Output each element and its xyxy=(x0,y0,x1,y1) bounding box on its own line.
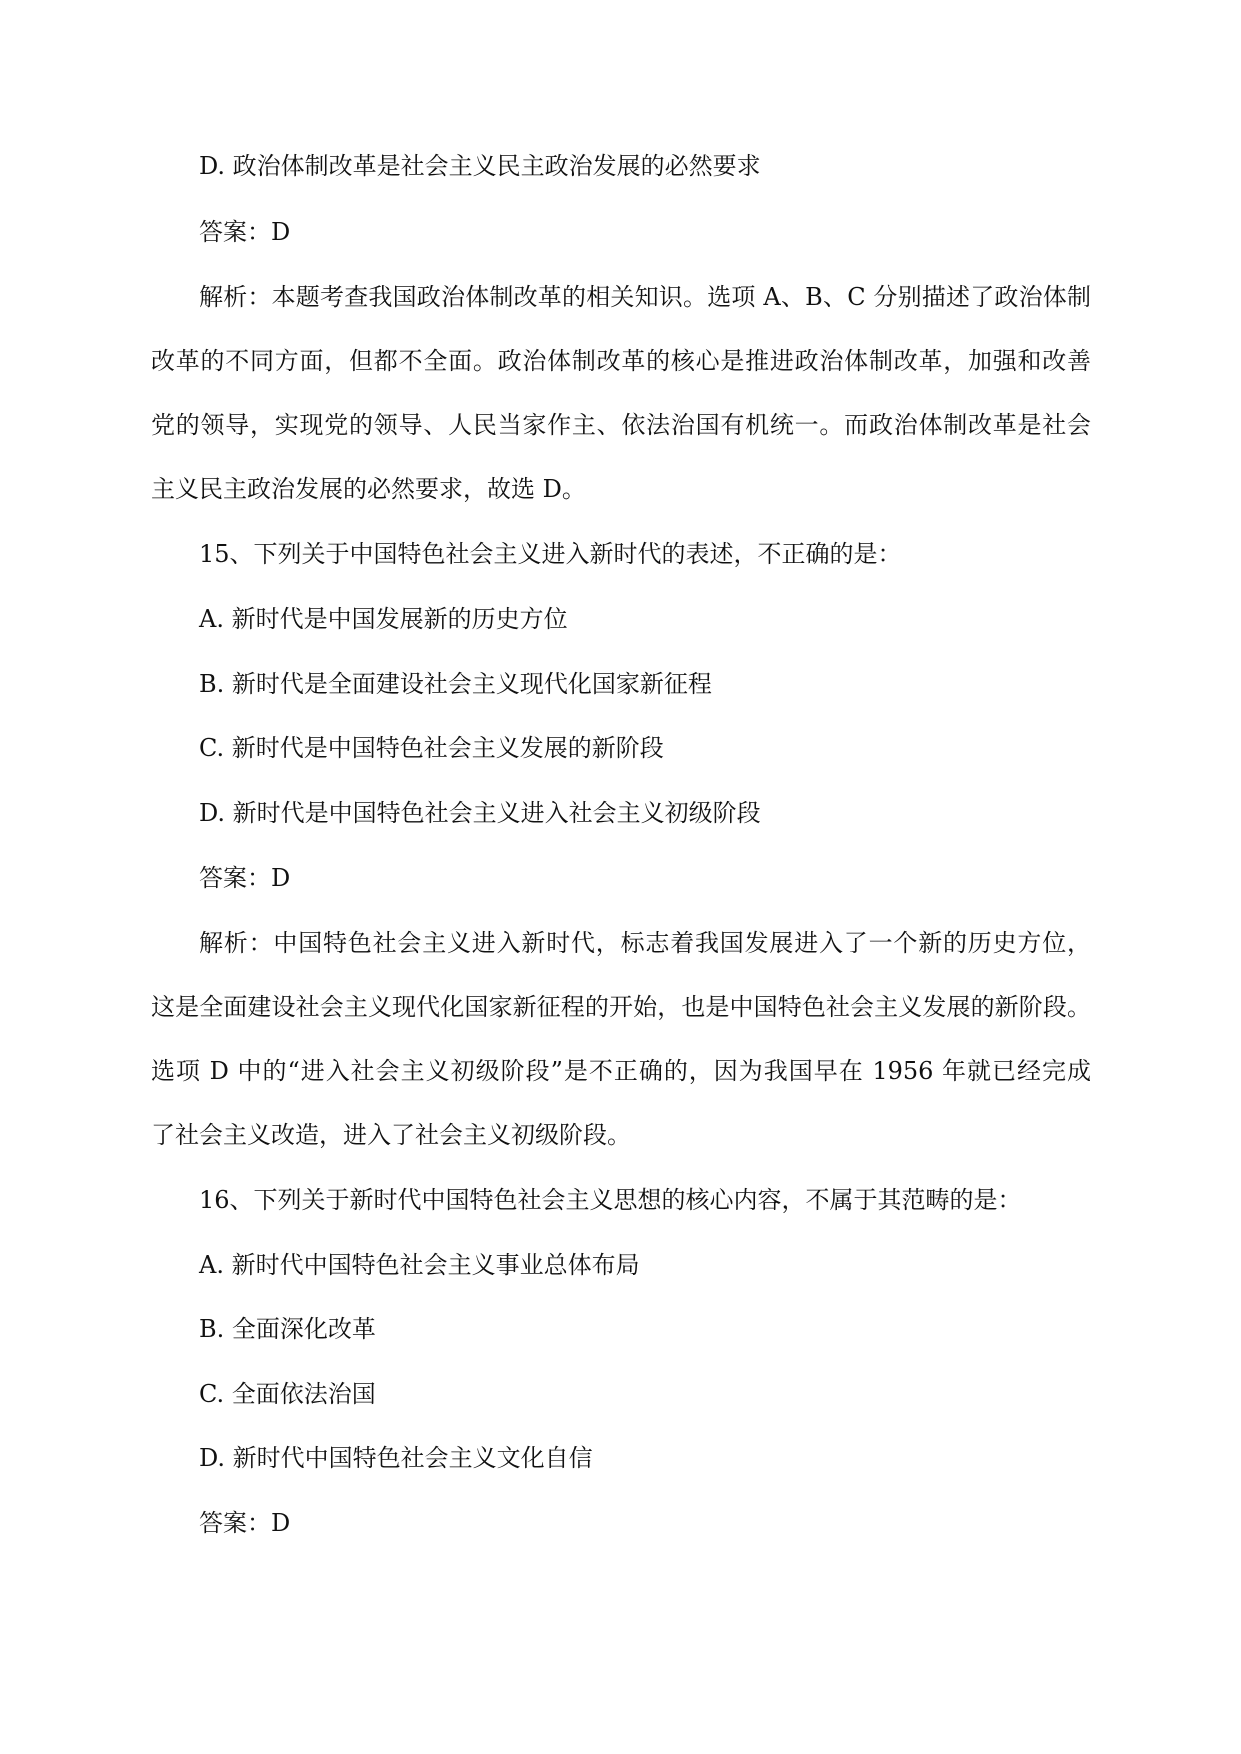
q14-explanation-line-1: 解析：本题考查我国政治体制改革的相关知识。选项 A、B、C 分别描述了政治体制 xyxy=(199,283,1091,311)
q15-option-a: A. 新时代是中国发展新的历史方位 xyxy=(199,605,568,633)
q15-explanation-line-3: 选项 D 中的“进入社会主义初级阶段”是不正确的，因为我国早在 1956 年就已经完成 xyxy=(151,1057,1091,1085)
q15-explanation-line-2: 这是全面建设社会主义现代化国家新征程的开始，也是中国特色社会主义发展的新阶段。 xyxy=(151,993,1091,1021)
q15-explanation-line-1: 解析：中国特色社会主义进入新时代，标志着我国发展进入了一个新的历史方位， xyxy=(199,929,1091,957)
q15-stem: 15、下列关于中国特色社会主义进入新时代的表述，不正确的是： xyxy=(199,540,902,568)
q14-explanation-line-3: 党的领导，实现党的领导、人民当家作主、依法治国有机统一。而政治体制改革是社会 xyxy=(151,411,1091,439)
q16-stem: 16、下列关于新时代中国特色社会主义思想的核心内容，不属于其范畴的是： xyxy=(199,1186,1022,1214)
q16-option-a: A. 新时代中国特色社会主义事业总体布局 xyxy=(199,1251,640,1279)
q15-explanation-line-4: 了社会主义改造，进入了社会主义初级阶段。 xyxy=(151,1121,631,1149)
q16-option-d: D. 新时代中国特色社会主义文化自信 xyxy=(199,1444,593,1472)
q14-explanation-line-2: 改革的不同方面，但都不全面。政治体制改革的核心是推进政治体制改革，加强和改善 xyxy=(151,347,1091,375)
q16-option-b: B. 全面深化改革 xyxy=(199,1315,376,1343)
q14-explanation-line-4: 主义民主政治发展的必然要求，故选 D。 xyxy=(151,475,586,503)
q16-answer: 答案：D xyxy=(199,1509,291,1537)
q15-option-d: D. 新时代是中国特色社会主义进入社会主义初级阶段 xyxy=(199,799,761,827)
q15-answer: 答案：D xyxy=(199,864,291,892)
q15-option-b: B. 新时代是全面建设社会主义现代化国家新征程 xyxy=(199,670,712,698)
q14-option-d: D. 政治体制改革是社会主义民主政治发展的必然要求 xyxy=(199,152,761,180)
q15-option-c: C. 新时代是中国特色社会主义发展的新阶段 xyxy=(199,734,664,762)
q14-answer: 答案：D xyxy=(199,218,291,246)
q16-option-c: C. 全面依法治国 xyxy=(199,1380,376,1408)
